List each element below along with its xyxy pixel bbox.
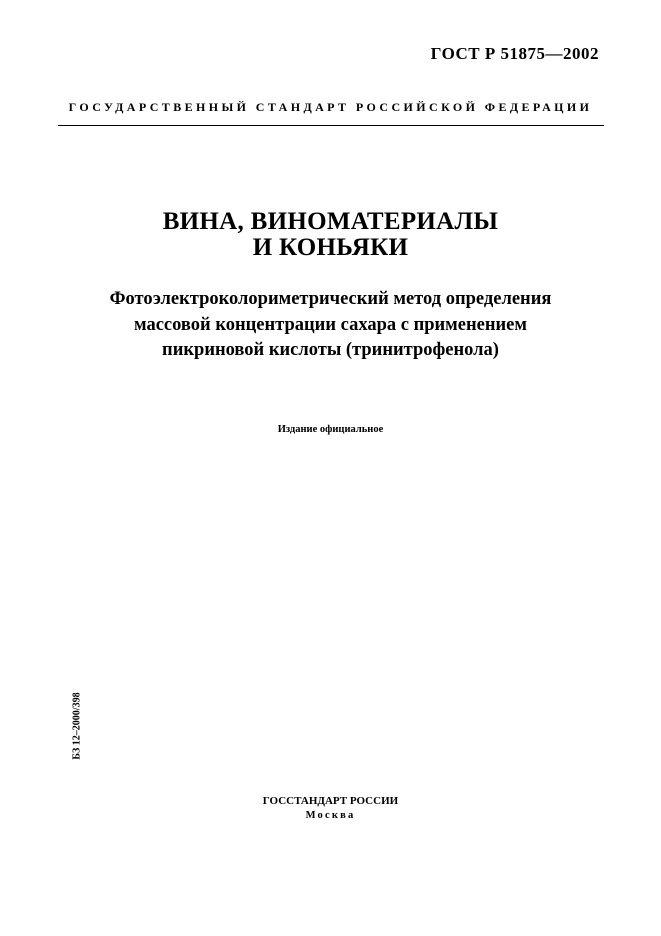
document-subtitle-line-1: Фотоэлектроколориметрический метод определения	[109, 289, 552, 309]
header-band: ГОСУДАРСТВЕННЫЙ СТАНДАРТ РОССИЙСКОЙ ФЕДЕРАЦИИ	[68, 100, 593, 114]
edition-note: Издание официальное	[277, 424, 384, 435]
document-subtitle-line-3: пикриновой кислоты (тринитрофенола)	[162, 340, 499, 360]
side-reference-code: БЗ 12–2000/398	[71, 692, 83, 760]
publisher-city: Москва	[305, 810, 356, 821]
document-subtitle-line-2: массовой концентрации сахара с применением	[133, 315, 527, 335]
document-title-line-2: И КОНЬЯКИ	[252, 234, 409, 261]
document-title-line-1: ВИНА, ВИНОМАТЕРИАЛЫ	[162, 208, 499, 235]
publisher-name: ГОССТАНДАРТ РОССИИ	[262, 795, 399, 807]
standard-number: ГОСТ Р 51875—2002	[430, 44, 599, 63]
header-divider	[58, 125, 604, 126]
